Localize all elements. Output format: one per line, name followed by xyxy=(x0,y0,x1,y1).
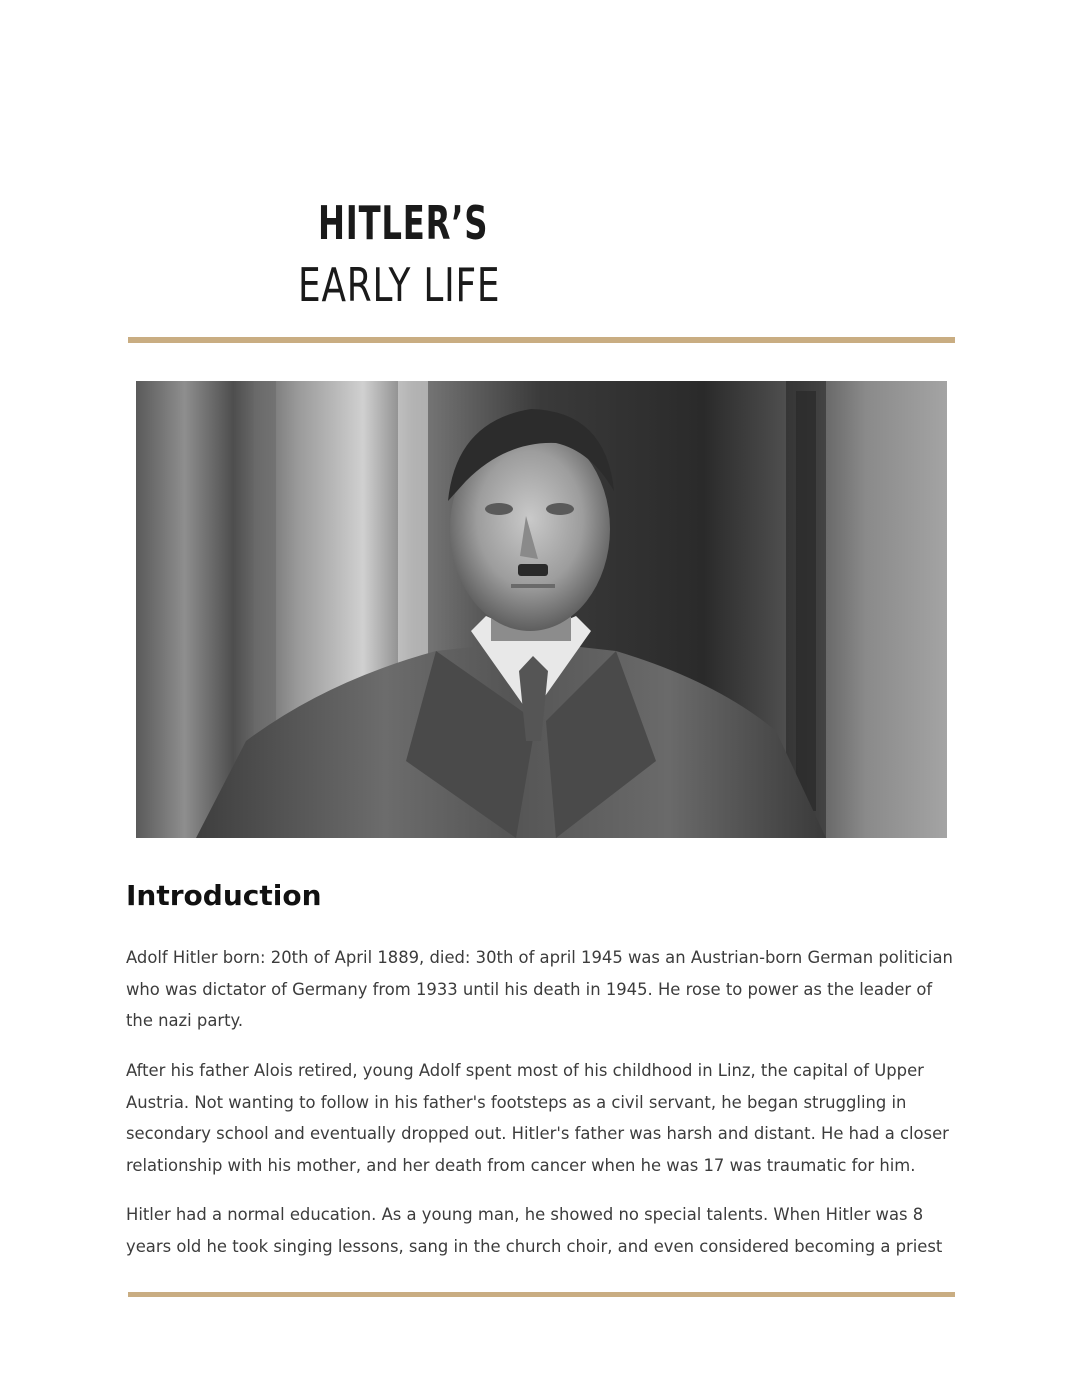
paragraph-3: Hitler had a normal education. As a young man, he showed no special talents. When Hitler was 8 years old he took singing lessons, sang in the church choir, and even considered becoming a priest xyxy=(126,1205,943,1256)
paragraph-1: Adolf Hitler born: 20th of April 1889, died: 30th of april 1945 was an Austrian-born German politician who was dictator of Germany from 1933 until his death in 1945. He rose to power as the leader of the nazi party. xyxy=(126,948,953,1031)
page-title xyxy=(298,196,598,314)
bottom-divider xyxy=(128,1292,955,1297)
portrait-illustration xyxy=(136,381,947,838)
section-heading: Introduction xyxy=(126,879,322,912)
paragraph-2: After his father Alois retired, young Adolf spent most of his childhood in Linz, the capital of Upper Austria. Not wanting to follow in his father's footsteps as a civil servant, he began struggling in secondary school and eventually dropped out. Hitler's father was harsh and distant. He had a closer relationship with his mother, and her death from cancer when he was 17 was traumatic for him. xyxy=(126,1061,949,1176)
top-divider xyxy=(128,337,955,343)
portrait-photo xyxy=(136,381,947,838)
title-line-2: EARLY LIFE xyxy=(298,258,501,312)
title-line-1: HITLER’S xyxy=(318,196,489,250)
